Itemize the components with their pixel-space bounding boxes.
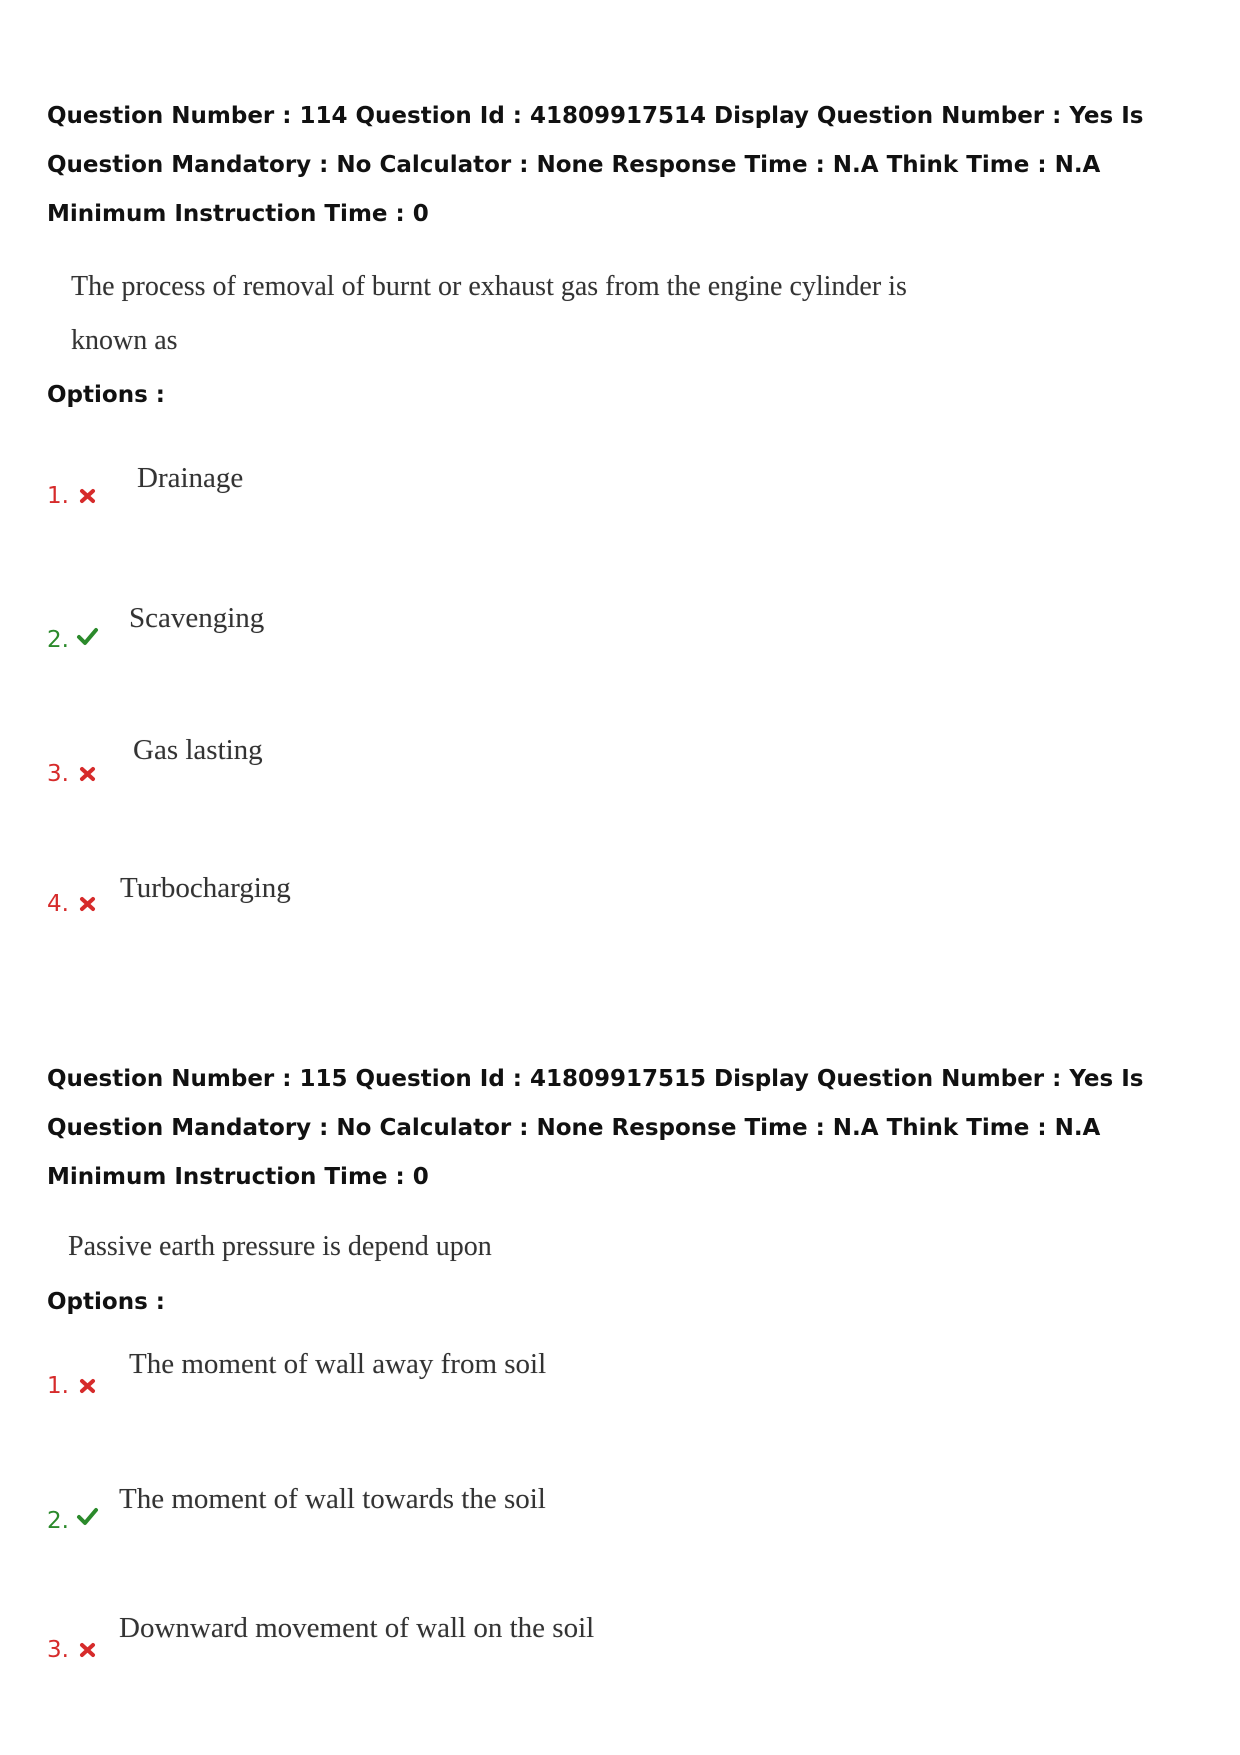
option-text: Turbocharging: [120, 872, 291, 904]
option-number: 2.: [47, 627, 69, 653]
option-number: 3.: [47, 1637, 69, 1663]
cross-icon: [77, 763, 99, 785]
option-item: [47, 1612, 947, 1672]
question-block: [47, 92, 1207, 952]
question-meta: Question Number : 114 Question Id : 41809917514 Display Question Number : Yes Is Question Mandatory : No Calculator : None Response Time : N.A Think Time : N.A Minimum Instruction Time : 0: [47, 103, 1144, 227]
cross-icon: [77, 485, 99, 507]
options-label: Options :: [47, 382, 165, 408]
option-number: 1.: [47, 483, 69, 509]
question-stem: Passive earth pressure is depend upon: [68, 1231, 492, 1262]
option-number: 2.: [47, 1508, 69, 1534]
option-item: [47, 1348, 947, 1408]
option-number: 3.: [47, 761, 69, 787]
option-item: [47, 1483, 947, 1543]
cross-icon: [77, 1639, 99, 1661]
check-icon: [75, 1505, 99, 1527]
option-item: [47, 872, 947, 932]
question-stem: The process of removal of burnt or exhaust gas from the engine cylinder is known as: [71, 271, 907, 356]
option-text: Gas lasting: [133, 734, 263, 766]
option-text: The moment of wall away from soil: [129, 1348, 547, 1380]
check-icon: [75, 625, 99, 647]
option-item: [47, 462, 947, 522]
option-number: 4.: [47, 891, 69, 917]
option-item: [47, 602, 947, 662]
option-text: Scavenging: [129, 602, 265, 634]
cross-icon: [77, 1375, 99, 1397]
question-block: [47, 1055, 1207, 1735]
cross-icon: [77, 893, 99, 915]
options-label: Options :: [47, 1289, 165, 1315]
option-item: [47, 734, 947, 794]
question-meta: Question Number : 115 Question Id : 41809917515 Display Question Number : Yes Is Question Mandatory : No Calculator : None Response Time : N.A Think Time : N.A Minimum Instruction Time : 0: [47, 1066, 1144, 1190]
option-number: 1.: [47, 1373, 69, 1399]
option-text: The moment of wall towards the soil: [119, 1483, 546, 1515]
option-text: Downward movement of wall on the soil: [119, 1612, 595, 1644]
option-text: Drainage: [137, 462, 244, 494]
